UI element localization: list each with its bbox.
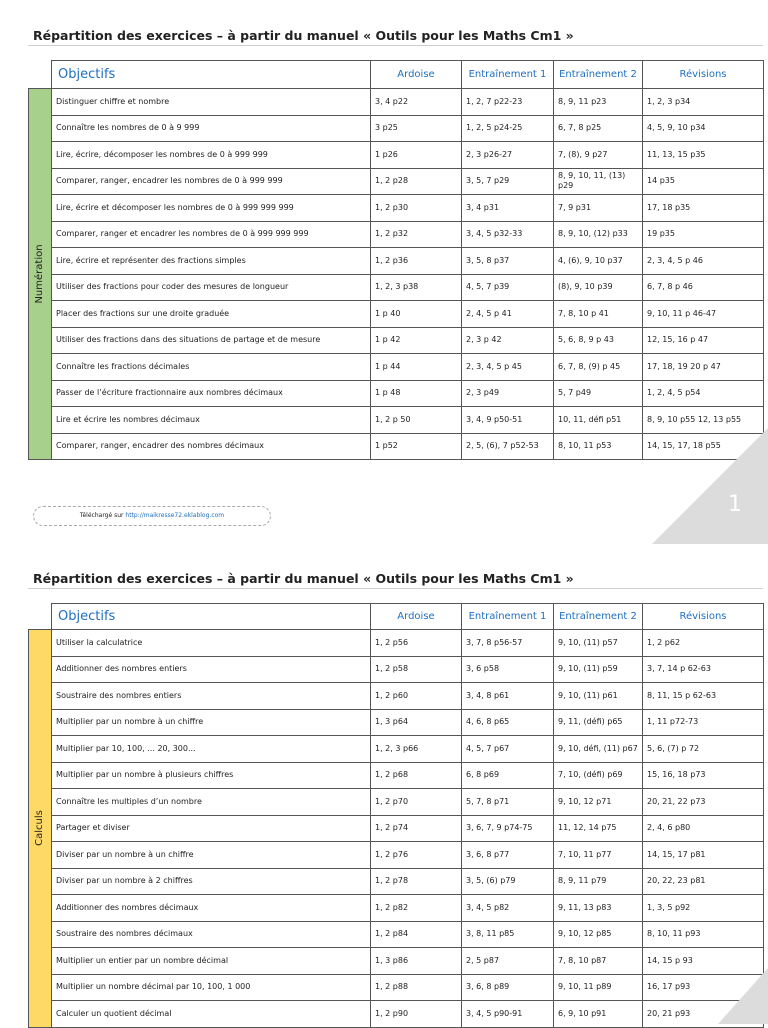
entrainement-2-cell: 9, 10, défi, (11) p67 <box>554 736 643 763</box>
objective-cell: Lire, écrire et représenter des fractions simples <box>52 248 371 275</box>
objective-cell: Lire, écrire, décomposer les nombres de 0 à 999 999 <box>52 142 371 169</box>
table-row <box>29 895 764 922</box>
table-row <box>29 354 764 381</box>
download-prefix: Téléchargé sur <box>79 512 126 519</box>
table-body <box>29 630 764 1028</box>
entrainement-2-cell: 8, 9, 10, (12) p33 <box>554 221 643 248</box>
revisions-cell: 5, 6, (7) p 72 <box>643 736 764 763</box>
entrainement-1-cell: 4, 5, 7 p67 <box>462 736 554 763</box>
ardoise-cell: 1, 2 p88 <box>371 974 462 1001</box>
ardoise-cell: 1, 2, 3 p38 <box>371 274 462 301</box>
table-row <box>29 115 764 142</box>
table-row <box>29 630 764 657</box>
entrainement-2-cell: 7, (8), 9 p27 <box>554 142 643 169</box>
entrainement-2-cell: 11, 12, 14 p75 <box>554 815 643 842</box>
objective-cell: Utiliser des fractions pour coder des mesures de longueur <box>52 274 371 301</box>
ardoise-cell: 1 p52 <box>371 433 462 460</box>
objective-cell: Passer de l’écriture fractionnaire aux nombres décimaux <box>52 380 371 407</box>
entrainement-1-cell: 2, 5 p87 <box>462 948 554 975</box>
objective-cell: Multiplier un entier par un nombre décimal <box>52 948 371 975</box>
ardoise-cell: 1 p26 <box>371 142 462 169</box>
objective-cell: Diviser par un nombre à un chiffre <box>52 842 371 869</box>
entrainement-1-cell: 3, 5, 8 p37 <box>462 248 554 275</box>
revisions-cell: 2, 4, 6 p80 <box>643 815 764 842</box>
entrainement-2-cell: 9, 11, (défi) p65 <box>554 709 643 736</box>
entrainement-2-cell: 7, 8, 10 p 41 <box>554 301 643 328</box>
objective-cell: Connaître les fractions décimales <box>52 354 371 381</box>
ardoise-cell: 1, 2, 3 p66 <box>371 736 462 763</box>
ardoise-cell: 3, 4 p22 <box>371 89 462 116</box>
header-ardoise: Ardoise <box>371 604 462 630</box>
revisions-cell: 4, 5, 9, 10 p34 <box>643 115 764 142</box>
entrainement-2-cell: 7, 8, 10 p87 <box>554 948 643 975</box>
revisions-cell: 1, 2, 3 p34 <box>643 89 764 116</box>
table-body <box>29 89 764 460</box>
entrainement-1-cell: 3, 4, 9 p50-51 <box>462 407 554 434</box>
header-corner <box>29 61 52 89</box>
entrainement-2-cell: 8, 9, 11 p79 <box>554 868 643 895</box>
table-row <box>29 656 764 683</box>
entrainement-1-cell: 3, 4, 5 p32-33 <box>462 221 554 248</box>
objective-cell: Multiplier par 10, 100, ... 20, 300... <box>52 736 371 763</box>
entrainement-1-cell: 2, 3 p 42 <box>462 327 554 354</box>
page-corner-decoration <box>652 428 768 544</box>
header-entrainement-2: Entraînement 2 <box>554 61 643 89</box>
entrainement-2-cell: 8, 9, 11 p23 <box>554 89 643 116</box>
ardoise-cell: 1, 2 p56 <box>371 630 462 657</box>
ardoise-cell: 1, 2 p78 <box>371 868 462 895</box>
entrainement-2-cell: 9, 10, 12 p71 <box>554 789 643 816</box>
ardoise-cell: 1, 2 p32 <box>371 221 462 248</box>
ardoise-cell: 1, 2 p60 <box>371 683 462 710</box>
ardoise-cell: 1, 2 p90 <box>371 1001 462 1028</box>
revisions-cell: 19 p35 <box>643 221 764 248</box>
ardoise-cell: 1, 2 p68 <box>371 762 462 789</box>
entrainement-1-cell: 4, 6, 8 p65 <box>462 709 554 736</box>
entrainement-1-cell: 3, 8, 11 p85 <box>462 921 554 948</box>
category-label: Numération <box>34 244 45 304</box>
entrainement-1-cell: 2, 3, 4, 5 p 45 <box>462 354 554 381</box>
entrainement-1-cell: 6, 8 p69 <box>462 762 554 789</box>
ardoise-cell: 1, 2 p30 <box>371 195 462 222</box>
ardoise-cell: 1, 2 p74 <box>371 815 462 842</box>
entrainement-2-cell: 7, 10, (défi) p69 <box>554 762 643 789</box>
table-row <box>29 709 764 736</box>
entrainement-1-cell: 2, 3 p49 <box>462 380 554 407</box>
table-header-row <box>29 61 764 89</box>
table-row <box>29 301 764 328</box>
page-title-2: Répartition des exercices – à partir du manuel « Outils pour les Maths Cm1 » <box>33 571 574 586</box>
table-row <box>29 974 764 1001</box>
table-row <box>29 789 764 816</box>
header-entrainement-1: Entraînement 1 <box>462 61 554 89</box>
page-number: 1 <box>728 492 742 517</box>
objective-cell: Multiplier par un nombre à un chiffre <box>52 709 371 736</box>
ardoise-cell: 1, 2 p84 <box>371 921 462 948</box>
entrainement-1-cell: 3, 6, 8 p77 <box>462 842 554 869</box>
entrainement-2-cell: 5, 6, 8, 9 p 43 <box>554 327 643 354</box>
objective-cell: Lire et écrire les nombres décimaux <box>52 407 371 434</box>
table-row <box>29 274 764 301</box>
entrainement-1-cell: 3, 4 p31 <box>462 195 554 222</box>
entrainement-1-cell: 5, 7, 8 p71 <box>462 789 554 816</box>
ardoise-cell: 1, 2 p28 <box>371 168 462 195</box>
objective-cell: Multiplier un nombre décimal par 10, 100, 1 000 <box>52 974 371 1001</box>
page-title: Répartition des exercices – à partir du manuel « Outils pour les Maths Cm1 » <box>33 28 574 43</box>
table-row <box>29 736 764 763</box>
header-objectifs: Objectifs <box>52 61 371 89</box>
title-rule <box>28 45 763 46</box>
entrainement-2-cell: 4, (6), 9, 10 p37 <box>554 248 643 275</box>
ardoise-cell: 1, 2 p70 <box>371 789 462 816</box>
table-row <box>29 683 764 710</box>
table-row <box>29 1001 764 1028</box>
revisions-cell: 1, 2 p62 <box>643 630 764 657</box>
revisions-cell: 8, 10, 11 p93 <box>643 921 764 948</box>
header-ardoise: Ardoise <box>371 61 462 89</box>
entrainement-1-cell: 3, 6, 7, 9 p74-75 <box>462 815 554 842</box>
entrainement-1-cell: 2, 4, 5 p 41 <box>462 301 554 328</box>
entrainement-2-cell: 9, 11, 13 p83 <box>554 895 643 922</box>
title-rule-2 <box>28 588 763 589</box>
entrainement-2-cell: (8), 9, 10 p39 <box>554 274 643 301</box>
header-revisions: Révisions <box>643 604 764 630</box>
ardoise-cell: 1 p 44 <box>371 354 462 381</box>
exercise-table-calculs <box>28 603 764 1028</box>
ardoise-cell: 1, 2 p 50 <box>371 407 462 434</box>
objective-cell: Utiliser la calculatrice <box>52 630 371 657</box>
entrainement-1-cell: 3, 5, 7 p29 <box>462 168 554 195</box>
revisions-cell: 1, 11 p72-73 <box>643 709 764 736</box>
objective-cell: Additionner des nombres entiers <box>52 656 371 683</box>
objective-cell: Connaître les nombres de 0 à 9 999 <box>52 115 371 142</box>
ardoise-cell: 1 p 40 <box>371 301 462 328</box>
revisions-cell: 1, 2, 4, 5 p54 <box>643 380 764 407</box>
objective-cell: Additionner des nombres décimaux <box>52 895 371 922</box>
category-label-cell <box>29 630 52 1028</box>
table-row <box>29 842 764 869</box>
entrainement-1-cell: 3, 4, 5 p90-91 <box>462 1001 554 1028</box>
table-row <box>29 380 764 407</box>
entrainement-2-cell: 10, 11, défi p51 <box>554 407 643 434</box>
objective-cell: Soustraire des nombres entiers <box>52 683 371 710</box>
revisions-cell: 20, 22, 23 p81 <box>643 868 764 895</box>
objective-cell: Multiplier par un nombre à plusieurs chiffres <box>52 762 371 789</box>
entrainement-1-cell: 3, 6 p58 <box>462 656 554 683</box>
entrainement-1-cell: 3, 5, (6) p79 <box>462 868 554 895</box>
revisions-cell: 8, 11, 15 p 62-63 <box>643 683 764 710</box>
objective-cell: Lire, écrire et décomposer les nombres de 0 à 999 999 999 <box>52 195 371 222</box>
entrainement-1-cell: 3, 7, 8 p56-57 <box>462 630 554 657</box>
revisions-cell: 14, 15, 17 p81 <box>643 842 764 869</box>
entrainement-1-cell: 1, 2, 7 p22-23 <box>462 89 554 116</box>
page-corner-decoration-2 <box>718 968 768 1024</box>
entrainement-2-cell: 5, 7 p49 <box>554 380 643 407</box>
table-row <box>29 948 764 975</box>
ardoise-cell: 1, 3 p64 <box>371 709 462 736</box>
entrainement-2-cell: 6, 9, 10 p91 <box>554 1001 643 1028</box>
entrainement-1-cell: 1, 2, 5 p24-25 <box>462 115 554 142</box>
entrainement-2-cell: 7, 9 p31 <box>554 195 643 222</box>
objective-cell: Distinguer chiffre et nombre <box>52 89 371 116</box>
revisions-cell: 1, 3, 5 p92 <box>643 895 764 922</box>
entrainement-2-cell: 6, 7, 8 p25 <box>554 115 643 142</box>
header-entrainement-1: Entraînement 1 <box>462 604 554 630</box>
revisions-cell: 2, 3, 4, 5 p 46 <box>643 248 764 275</box>
table-row <box>29 142 764 169</box>
objective-cell: Placer des fractions sur une droite graduée <box>52 301 371 328</box>
objective-cell: Calculer un quotient décimal <box>52 1001 371 1028</box>
revisions-cell: 3, 7, 14 p 62-63 <box>643 656 764 683</box>
header-corner <box>29 604 52 630</box>
objective-cell: Diviser par un nombre à 2 chiffres <box>52 868 371 895</box>
revisions-cell: 12, 15, 16 p 47 <box>643 327 764 354</box>
objective-cell: Partager et diviser <box>52 815 371 842</box>
revisions-cell: 17, 18 p35 <box>643 195 764 222</box>
objective-cell: Soustraire des nombres décimaux <box>52 921 371 948</box>
download-link[interactable]: http://maikresse72.eklablog.com <box>125 512 225 519</box>
table-row <box>29 89 764 116</box>
ardoise-cell: 1 p 42 <box>371 327 462 354</box>
revisions-cell: 14 p35 <box>643 168 764 195</box>
entrainement-2-cell: 8, 10, 11 p53 <box>554 433 643 460</box>
header-revisions: Révisions <box>643 61 764 89</box>
revisions-cell: 14, 15 p 93 <box>643 948 764 975</box>
objective-cell: Utiliser des fractions dans des situations de partage et de mesure <box>52 327 371 354</box>
ardoise-cell: 1, 2 p58 <box>371 656 462 683</box>
entrainement-2-cell: 9, 10, 12 p85 <box>554 921 643 948</box>
category-label: Calculs <box>34 810 45 847</box>
entrainement-1-cell: 2, 5, (6), 7 p52-53 <box>462 433 554 460</box>
revisions-cell: 11, 13, 15 p35 <box>643 142 764 169</box>
revisions-cell: 15, 16, 18 p73 <box>643 762 764 789</box>
table-row <box>29 221 764 248</box>
ardoise-cell: 1, 2 p76 <box>371 842 462 869</box>
ardoise-cell: 1, 2 p36 <box>371 248 462 275</box>
revisions-cell: 8, 9, 10 p55 12, 13 p55 <box>643 407 764 434</box>
exercise-table-numeration <box>28 60 764 460</box>
entrainement-2-cell: 9, 10, (11) p61 <box>554 683 643 710</box>
entrainement-2-cell: 9, 10, (11) p59 <box>554 656 643 683</box>
ardoise-cell: 1, 3 p86 <box>371 948 462 975</box>
table-row <box>29 195 764 222</box>
ardoise-cell: 3 p25 <box>371 115 462 142</box>
entrainement-2-cell: 8, 9, 10, 11, (13) p29 <box>554 168 643 195</box>
entrainement-2-cell: 7, 10, 11 p77 <box>554 842 643 869</box>
table-row <box>29 327 764 354</box>
objective-cell: Connaître les multiples d’un nombre <box>52 789 371 816</box>
category-label-cell <box>29 89 52 460</box>
objective-cell: Comparer, ranger, encadrer les nombres de 0 à 999 999 <box>52 168 371 195</box>
ardoise-cell: 1, 2 p82 <box>371 895 462 922</box>
entrainement-1-cell: 2, 3 p26-27 <box>462 142 554 169</box>
entrainement-1-cell: 3, 4, 5 p82 <box>462 895 554 922</box>
table-row <box>29 921 764 948</box>
entrainement-1-cell: 4, 5, 7 p39 <box>462 274 554 301</box>
table-row <box>29 248 764 275</box>
download-credit <box>33 506 271 526</box>
table-row <box>29 815 764 842</box>
table-row <box>29 868 764 895</box>
revisions-cell: 17, 18, 19 20 p 47 <box>643 354 764 381</box>
table-row <box>29 762 764 789</box>
revisions-cell: 6, 7, 8 p 46 <box>643 274 764 301</box>
entrainement-2-cell: 6, 7, 8, (9) p 45 <box>554 354 643 381</box>
objective-cell: Comparer, ranger, encadrer des nombres décimaux <box>52 433 371 460</box>
revisions-cell: 20, 21 p93 <box>643 1001 764 1028</box>
revisions-cell: 20, 21, 22 p73 <box>643 789 764 816</box>
table-row <box>29 168 764 195</box>
entrainement-1-cell: 3, 6, 8 p89 <box>462 974 554 1001</box>
entrainement-2-cell: 9, 10, (11) p57 <box>554 630 643 657</box>
revisions-cell: 16, 17 p93 <box>643 974 764 1001</box>
table-header-row <box>29 604 764 630</box>
revisions-cell: 14, 15, 17, 18 p55 <box>643 433 764 460</box>
ardoise-cell: 1 p 48 <box>371 380 462 407</box>
objective-cell: Comparer, ranger et encadrer les nombres de 0 à 999 999 999 <box>52 221 371 248</box>
header-objectifs: Objectifs <box>52 604 371 630</box>
entrainement-1-cell: 3, 4, 8 p61 <box>462 683 554 710</box>
header-entrainement-2: Entraînement 2 <box>554 604 643 630</box>
entrainement-2-cell: 9, 10, 11 p89 <box>554 974 643 1001</box>
revisions-cell: 9, 10, 11 p 46-47 <box>643 301 764 328</box>
